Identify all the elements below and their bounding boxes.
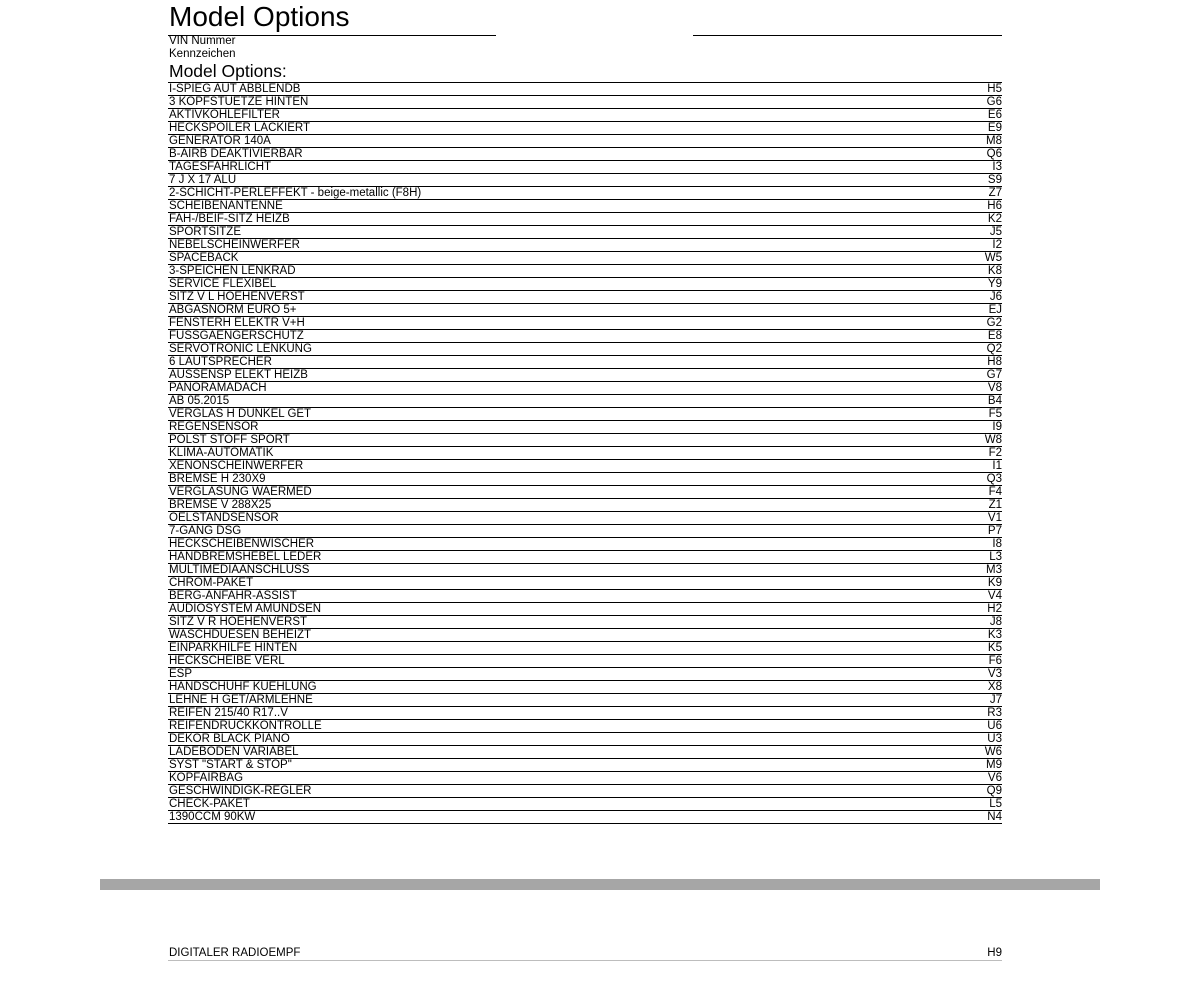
option-name: 7-GANG DSG xyxy=(168,525,942,538)
option-code: G7 xyxy=(942,369,1002,382)
option-row xyxy=(168,447,1002,460)
option-name: POLST STOFF SPORT xyxy=(168,434,942,447)
option-name: GESCHWINDIGK-REGLER xyxy=(168,785,942,798)
option-name: CHECK-PAKET xyxy=(168,798,942,811)
option-name: AUDIOSYSTEM AMUNDSEN xyxy=(168,603,942,616)
option-code: EJ xyxy=(942,304,1002,317)
option-code: F5 xyxy=(942,408,1002,421)
option-code: Y9 xyxy=(942,278,1002,291)
option-row xyxy=(168,421,1002,434)
option-name: ABGASNORM EURO 5+ xyxy=(168,304,942,317)
option-code: V6 xyxy=(942,772,1002,785)
vin-label: VIN Nummer xyxy=(169,35,236,47)
option-row xyxy=(168,278,1002,291)
option-name: EINPARKHILFE HINTEN xyxy=(168,642,942,655)
option-code: M9 xyxy=(942,759,1002,772)
option-code: H6 xyxy=(942,200,1002,213)
page-separator xyxy=(100,879,1100,890)
option-code: K3 xyxy=(942,629,1002,642)
option-row xyxy=(168,291,1002,304)
option-name: 3-SPEICHEN LENKRAD xyxy=(168,265,942,278)
option-code: Q2 xyxy=(942,343,1002,356)
option-row xyxy=(168,213,1002,226)
option-name: 2-SCHICHT-PERLEFFEKT - beige-metallic (F8H) xyxy=(168,187,942,200)
option-row xyxy=(168,226,1002,239)
option-row xyxy=(168,369,1002,382)
option-code: K8 xyxy=(942,265,1002,278)
option-row xyxy=(168,317,1002,330)
option-row xyxy=(168,356,1002,369)
option-name: TAGESFAHRLICHT xyxy=(168,161,942,174)
option-name: 3 KOPFSTUETZE HINTEN xyxy=(168,96,942,109)
option-row xyxy=(168,629,1002,642)
option-row xyxy=(168,746,1002,759)
option-code: I1 xyxy=(942,460,1002,473)
option-row xyxy=(168,551,1002,564)
options-table-body xyxy=(168,83,1002,824)
option-row xyxy=(168,96,1002,109)
option-row xyxy=(168,642,1002,655)
option-code: P7 xyxy=(942,525,1002,538)
option-name: I-SPIEG AUT ABBLENDB xyxy=(168,83,942,96)
option-name: SCHEIBENANTENNE xyxy=(168,200,942,213)
option-name: SERVICE FLEXIBEL xyxy=(168,278,942,291)
option-code: E9 xyxy=(942,122,1002,135)
option-row xyxy=(168,408,1002,421)
option-name: HANDBREMSHEBEL LEDER xyxy=(168,551,942,564)
option-name: B-AIRB DEAKTIVIERBAR xyxy=(168,148,942,161)
option-name: OELSTANDSENSOR xyxy=(168,512,942,525)
option-name: ESP xyxy=(168,668,942,681)
option-row xyxy=(168,304,1002,317)
document-page-2 xyxy=(168,946,1002,961)
option-code: G6 xyxy=(942,96,1002,109)
option-code: L3 xyxy=(942,551,1002,564)
option-code: H9 xyxy=(987,947,1002,959)
option-code: M3 xyxy=(942,564,1002,577)
option-name: 7 J X 17 ALU xyxy=(168,174,942,187)
option-name: LEHNE H GET/ARMLEHNE xyxy=(168,694,942,707)
option-row xyxy=(168,694,1002,707)
plate-label: Kennzeichen xyxy=(169,48,236,60)
option-row xyxy=(168,395,1002,408)
option-code: Q6 xyxy=(942,148,1002,161)
option-code: J6 xyxy=(942,291,1002,304)
option-name: VERGLAS H DUNKEL GET xyxy=(168,408,942,421)
option-name: XENONSCHEINWERFER xyxy=(168,460,942,473)
option-name: VERGLASUNG WAERMED xyxy=(168,486,942,499)
option-code: W8 xyxy=(942,434,1002,447)
option-row xyxy=(168,577,1002,590)
option-name: HECKSPOILER LACKIERT xyxy=(168,122,942,135)
option-row xyxy=(168,135,1002,148)
option-row xyxy=(168,603,1002,616)
option-name: DIGITALER RADIOEMPF xyxy=(169,947,301,959)
option-name: AUSSENSP ELEKT HEIZB xyxy=(168,369,942,382)
option-name: AB 05.2015 xyxy=(168,395,942,408)
option-code: N4 xyxy=(942,811,1002,824)
option-code: S9 xyxy=(942,174,1002,187)
option-row xyxy=(168,707,1002,720)
option-row xyxy=(168,265,1002,278)
option-row xyxy=(168,785,1002,798)
option-row xyxy=(168,564,1002,577)
option-name: SERVOTRONIC LENKUNG xyxy=(168,343,942,356)
option-name: DEKOR BLACK PIANO xyxy=(168,733,942,746)
option-row xyxy=(168,473,1002,486)
option-code: V3 xyxy=(942,668,1002,681)
option-code: I3 xyxy=(942,161,1002,174)
option-row xyxy=(168,343,1002,356)
option-code: I2 xyxy=(942,239,1002,252)
option-row xyxy=(168,499,1002,512)
option-name: REIFEN 215/40 R17..V xyxy=(168,707,942,720)
plate-underline xyxy=(693,35,1002,36)
option-row xyxy=(168,733,1002,746)
option-name: NEBELSCHEINWERFER xyxy=(168,239,942,252)
option-name: CHROM-PAKET xyxy=(168,577,942,590)
option-name: SPORTSITZE xyxy=(168,226,942,239)
option-code: Z7 xyxy=(942,187,1002,200)
option-row xyxy=(168,772,1002,785)
option-row xyxy=(168,811,1002,824)
option-code: G2 xyxy=(942,317,1002,330)
option-name: SITZ V L HOEHENVERST xyxy=(168,291,942,304)
option-row xyxy=(168,187,1002,200)
option-name: BERG-ANFAHR-ASSIST xyxy=(168,590,942,603)
option-row xyxy=(168,655,1002,668)
option-name: BREMSE H 230X9 xyxy=(168,473,942,486)
option-row xyxy=(168,759,1002,772)
option-code: J8 xyxy=(942,616,1002,629)
option-code: Q9 xyxy=(942,785,1002,798)
option-name: WASCHDUESEN BEHEIZT xyxy=(168,629,942,642)
option-code: R3 xyxy=(942,707,1002,720)
option-name: 6 LAUTSPRECHER xyxy=(168,356,942,369)
option-code: K2 xyxy=(942,213,1002,226)
option-row xyxy=(168,798,1002,811)
option-name: SYST "START & STOP" xyxy=(168,759,942,772)
option-code: I8 xyxy=(942,538,1002,551)
option-code: L5 xyxy=(942,798,1002,811)
option-code: V8 xyxy=(942,382,1002,395)
option-name: PANORAMADACH xyxy=(168,382,942,395)
option-name: REGENSENSOR xyxy=(168,421,942,434)
option-code: E8 xyxy=(942,330,1002,343)
option-code: F6 xyxy=(942,655,1002,668)
options-table xyxy=(168,82,1002,824)
option-name: BREMSE V 288X25 xyxy=(168,499,942,512)
option-name: MULTIMEDIAANSCHLUSS xyxy=(168,564,942,577)
option-row xyxy=(168,590,1002,603)
option-code: H2 xyxy=(942,603,1002,616)
option-code: J5 xyxy=(942,226,1002,239)
option-code: U6 xyxy=(942,720,1002,733)
option-row xyxy=(168,486,1002,499)
option-code: M8 xyxy=(942,135,1002,148)
option-name: GENERATOR 140A xyxy=(168,135,942,148)
option-code: I9 xyxy=(942,421,1002,434)
option-code: V1 xyxy=(942,512,1002,525)
option-row xyxy=(168,460,1002,473)
option-code: Q3 xyxy=(942,473,1002,486)
option-code: K5 xyxy=(942,642,1002,655)
option-row xyxy=(168,720,1002,733)
option-code: Z1 xyxy=(942,499,1002,512)
option-row xyxy=(168,174,1002,187)
option-name: AKTIVKOHLEFILTER xyxy=(168,109,942,122)
option-row xyxy=(168,681,1002,694)
option-code: X8 xyxy=(942,681,1002,694)
option-row xyxy=(168,200,1002,213)
document-title: Model Options xyxy=(169,1,350,32)
option-name: SPACEBACK xyxy=(168,252,942,265)
option-name: LADEBODEN VARIABEL xyxy=(168,746,942,759)
option-code: F4 xyxy=(942,486,1002,499)
option-name: FENSTERH ELEKTR V+H xyxy=(168,317,942,330)
option-name: 1390CCM 90KW xyxy=(168,811,942,824)
option-name: SITZ V R HOEHENVERST xyxy=(168,616,942,629)
option-name: REIFENDRUCKKONTROLLE xyxy=(168,720,942,733)
option-row xyxy=(168,109,1002,122)
option-row xyxy=(168,512,1002,525)
option-code: B4 xyxy=(942,395,1002,408)
option-name: KLIMA-AUTOMATIK xyxy=(168,447,942,460)
option-row xyxy=(168,252,1002,265)
option-row xyxy=(168,148,1002,161)
option-code: H5 xyxy=(942,83,1002,96)
option-code: E6 xyxy=(942,109,1002,122)
option-row xyxy=(168,946,1002,961)
option-row xyxy=(168,330,1002,343)
option-name: HECKSCHEIBE VERL xyxy=(168,655,942,668)
option-code: U3 xyxy=(942,733,1002,746)
option-row xyxy=(168,668,1002,681)
option-name: HANDSCHUHF KUEHLUNG xyxy=(168,681,942,694)
option-row xyxy=(168,616,1002,629)
option-row xyxy=(168,525,1002,538)
option-name: FAH-/BEIF-SITZ HEIZB xyxy=(168,213,942,226)
option-row xyxy=(168,434,1002,447)
option-row xyxy=(168,382,1002,395)
option-name: FUSSGAENGERSCHUTZ xyxy=(168,330,942,343)
option-code: H8 xyxy=(942,356,1002,369)
option-code: V4 xyxy=(942,590,1002,603)
option-row xyxy=(168,83,1002,96)
option-code: W5 xyxy=(942,252,1002,265)
option-row xyxy=(168,538,1002,551)
option-row xyxy=(168,239,1002,252)
section-heading: Model Options: xyxy=(169,61,287,81)
option-name: HECKSCHEIBENWISCHER xyxy=(168,538,942,551)
option-row xyxy=(168,161,1002,174)
option-code: F2 xyxy=(942,447,1002,460)
option-row xyxy=(168,122,1002,135)
option-code: J7 xyxy=(942,694,1002,707)
option-code: W6 xyxy=(942,746,1002,759)
option-name: KOPFAIRBAG xyxy=(168,772,942,785)
option-code: K9 xyxy=(942,577,1002,590)
